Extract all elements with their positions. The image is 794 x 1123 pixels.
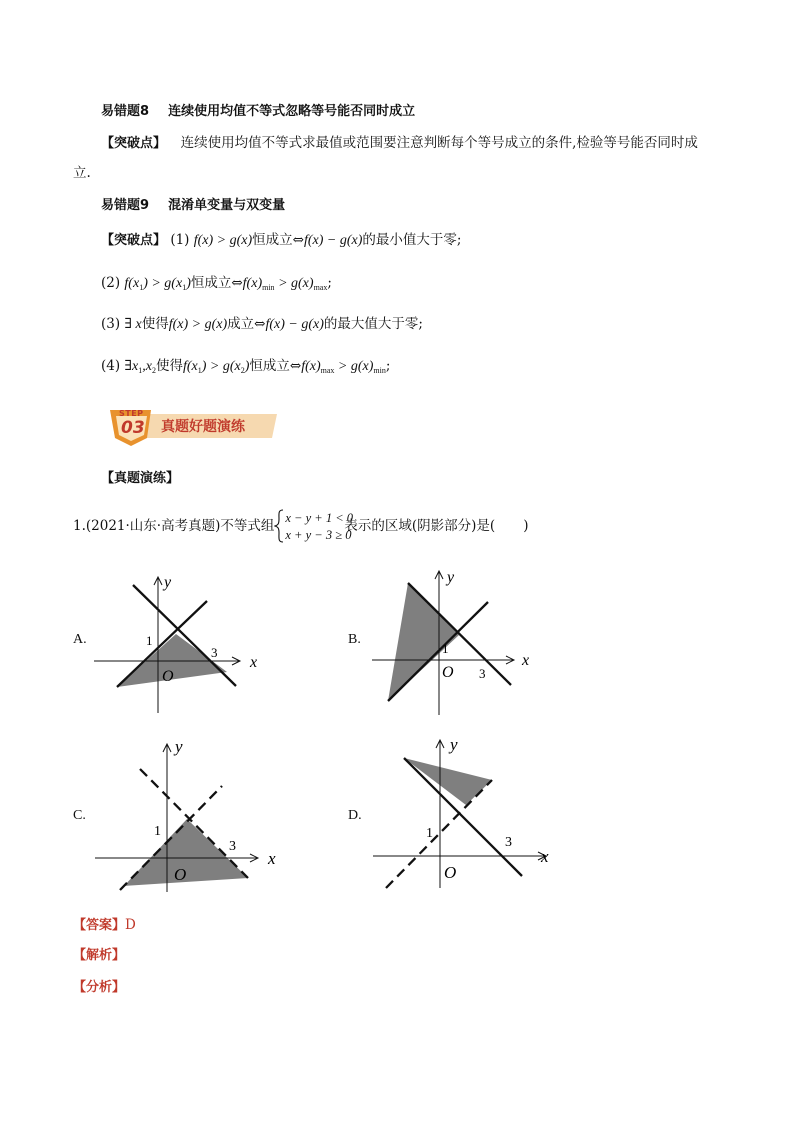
answer-label: 【答案】 xyxy=(73,918,126,933)
y-tick-label: 1 xyxy=(426,826,433,841)
rule-2: (2) $f(x_1) > g(x_1)$恒成立$\Leftrightarrow f(x)_{min} > g(x)_{max}$; xyxy=(101,275,332,292)
breakdown-label: 【分析】 xyxy=(73,980,126,995)
question-1 xyxy=(73,509,528,543)
inequality-1: x − y + 1 < 0 xyxy=(285,511,354,525)
section-8-number: 易错题8 xyxy=(101,104,150,119)
step-title: 真题好题演练 xyxy=(161,419,245,435)
y-tick-label: 1 xyxy=(442,641,449,656)
inequality-2: x + y − 3 ≥ 0 xyxy=(285,528,352,542)
y-tick-label: 1 xyxy=(154,824,161,839)
section-8-heading xyxy=(101,102,415,122)
question-number: 1. xyxy=(73,518,86,534)
x-tick-label: 3 xyxy=(505,835,512,850)
section-8-tip xyxy=(101,133,698,154)
origin-label: O xyxy=(174,865,187,884)
option-c-figure xyxy=(90,732,285,896)
shaded-region xyxy=(404,758,492,805)
option-d-label: D. xyxy=(348,808,362,823)
option-a-figure xyxy=(90,565,270,724)
rule-1: 【突破点】 (1) f(x) > g(x)恒成立⇔f(x) − g(x)的最小值大于零; xyxy=(101,232,462,248)
answer-line xyxy=(73,915,136,936)
y-label: y xyxy=(450,735,458,754)
option-a-graph xyxy=(90,565,270,720)
step-badge xyxy=(107,408,282,448)
answer-value: D xyxy=(125,917,136,933)
question-stem-c: ) xyxy=(523,518,529,534)
section-9-title: 混淆单变量与双变量 xyxy=(168,198,286,213)
origin-label: O xyxy=(442,664,454,681)
origin-label: O xyxy=(162,668,174,685)
y-tick-label: 1 xyxy=(146,633,153,648)
section-8-title: 连续使用均值不等式忽略等号能否同时成立 xyxy=(168,104,416,119)
x-tick-label: 3 xyxy=(479,666,486,681)
x-tick-label: 3 xyxy=(229,839,236,854)
dashed-line-x-minus-y-plus-1 xyxy=(386,780,492,888)
section-9-heading xyxy=(101,196,285,216)
tip-label: 【突破点】 xyxy=(101,136,167,151)
option-d-figure xyxy=(368,732,563,896)
option-c-graph xyxy=(90,732,285,892)
question-source: (2021·山东·高考真题) xyxy=(85,518,221,534)
origin-label: O xyxy=(444,863,457,882)
option-b-graph xyxy=(368,565,548,720)
step-word: STEP xyxy=(119,409,144,418)
x-label: x xyxy=(250,654,258,671)
section-9-number: 易错题9 xyxy=(101,198,150,213)
y-label: y xyxy=(164,574,172,591)
x-tick-label: 3 xyxy=(211,645,218,660)
analysis-label: 【解析】 xyxy=(73,948,126,963)
question-stem-a: 不等式组 xyxy=(220,518,275,534)
x-label: x xyxy=(522,652,530,669)
rule-4: (4) $\exists x_1,x_2$使得$f(x_1) > g(x_2)$恒成立$\Leftrightarrow f(x)_{max} > g(x)_{min}$; xyxy=(101,358,391,375)
left-brace-icon xyxy=(274,509,284,543)
option-b-figure xyxy=(368,565,548,724)
option-a-label: A. xyxy=(73,632,87,647)
tip-text: 连续使用均值不等式求最值或范围要注意判断每个等号成立的条件,检验等号能否同时成 xyxy=(180,135,698,151)
section-8-tip-cont: 立. xyxy=(73,165,91,181)
y-label: y xyxy=(175,737,183,756)
step-number: 03 xyxy=(121,418,145,438)
practice-label: 【真题演练】 xyxy=(101,471,180,486)
tip-label: 【突破点】 xyxy=(101,233,167,248)
x-label: x xyxy=(541,847,549,866)
option-c-label: C. xyxy=(73,808,86,823)
inequality-system xyxy=(274,509,354,543)
x-label: x xyxy=(268,849,276,868)
question-stem-b: 表示的区域(阴影部分)是( xyxy=(344,518,496,534)
option-b-label: B. xyxy=(348,632,361,647)
option-d-graph xyxy=(368,732,563,892)
rule-3: (3) ∃ x使得f(x) > g(x)成立⇔f(x) − g(x)的最大值大于零; xyxy=(101,316,423,332)
y-label: y xyxy=(447,569,455,586)
